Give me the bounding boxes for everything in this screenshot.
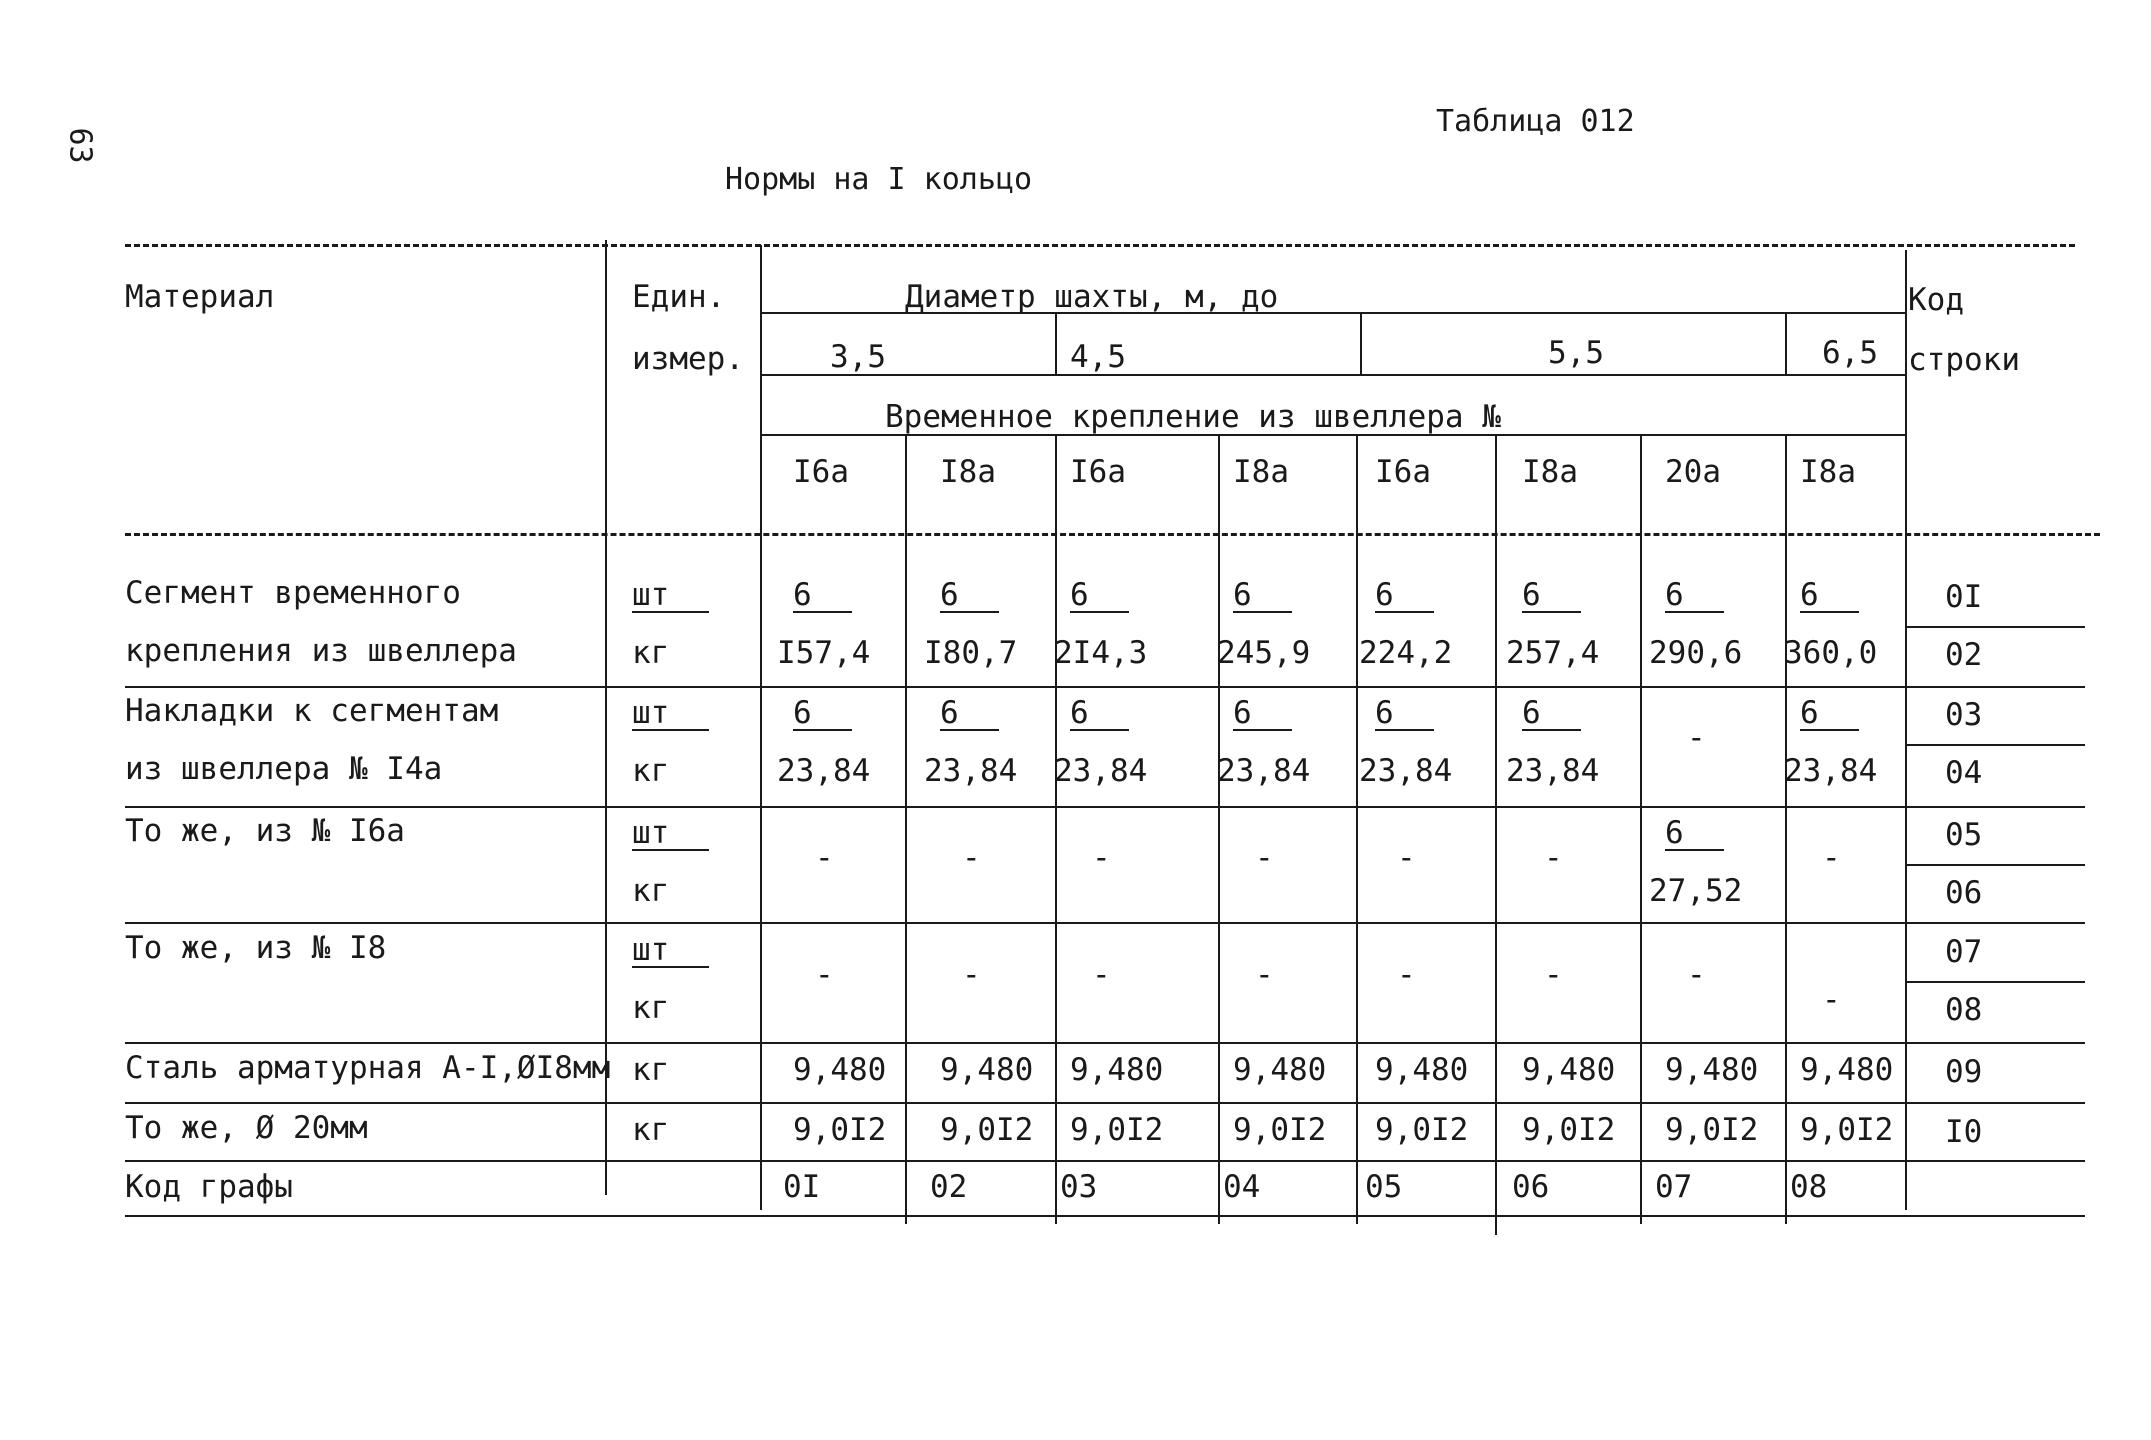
row-code-1: 05 [1945, 817, 1983, 853]
cell-value: 9,480 [1070, 1052, 1164, 1088]
row-name-line2: крепления из швеллера [125, 633, 517, 669]
cell-value: 23,84 [1217, 753, 1311, 789]
row-unit-1: шт [632, 818, 709, 851]
channel-divider [1785, 434, 1787, 1224]
row-unit-1: шт [632, 935, 709, 968]
header-material: Материал [125, 279, 275, 315]
header-bottom-rule [125, 533, 2100, 536]
row-unit-2: кг [632, 873, 670, 909]
header-d45: 4,5 [1070, 339, 1126, 375]
cell-value: 224,2 [1359, 635, 1453, 671]
cell-value: 9,0I2 [793, 1112, 887, 1148]
cell-value: 9,480 [940, 1052, 1034, 1088]
row-unit-1: шт [632, 698, 709, 731]
cell-value: 360,0 [1784, 635, 1878, 671]
header-d65: 6,5 [1822, 335, 1878, 371]
row-name-line1: То же, из № I8 [125, 930, 387, 966]
cell-value: 6 [1233, 698, 1292, 731]
row-code-2: 06 [1945, 875, 1983, 911]
cell-value: - [1397, 840, 1416, 876]
footer-label: Код графы [125, 1169, 293, 1205]
header-code-2: строки [1908, 342, 2020, 378]
channel-header: I8a [1800, 454, 1856, 490]
row-code-2: 08 [1945, 992, 1983, 1028]
cell-value: I57,4 [777, 635, 871, 671]
row-code-1: 03 [1945, 697, 1983, 733]
cell-value: 6 [940, 698, 999, 731]
cell-value: 6 [1375, 580, 1434, 613]
cell-value: - [1822, 982, 1841, 1018]
diameter-divider-45 [1055, 312, 1057, 374]
header-code-1: Код [1908, 282, 1964, 318]
cell-value: 9,480 [1665, 1052, 1759, 1088]
cell-value: - [815, 840, 834, 876]
column-code: 04 [1223, 1169, 1261, 1205]
row-unit-2: кг [632, 753, 670, 789]
cell-value: 9,480 [1375, 1052, 1469, 1088]
cell-value: 6 [1522, 698, 1581, 731]
diameter-divider-55 [1360, 312, 1362, 374]
cell-value: 23,84 [1784, 753, 1878, 789]
channel-header: I6a [1375, 454, 1431, 490]
channel-divider [1356, 434, 1358, 1224]
cell-value: - [962, 957, 981, 993]
cell-value: - [1687, 720, 1706, 756]
column-code: 06 [1512, 1169, 1550, 1205]
diameter-values-rule [760, 374, 1905, 376]
channel-header: I6a [1070, 454, 1126, 490]
column-code: 08 [1790, 1169, 1828, 1205]
row-name-line1: То же, из № I6a [125, 813, 405, 849]
cell-value: 23,84 [1054, 753, 1148, 789]
column-code: 05 [1365, 1169, 1403, 1205]
cell-value: 9,480 [793, 1052, 887, 1088]
row-name-line1: Сталь арматурная А-I,ØI8мм [125, 1050, 611, 1086]
header-d35: 3,5 [830, 339, 886, 375]
page-number: 63 [62, 127, 98, 164]
cell-value: 6 [1665, 818, 1724, 851]
row-name-line2: из швеллера № I4a [125, 751, 443, 787]
col-divider-unit [760, 245, 762, 1210]
cell-value: 6 [793, 698, 852, 731]
cell-value: - [1255, 840, 1274, 876]
header-fastening: Временное крепление из швеллера № [885, 399, 1501, 435]
cell-value: - [962, 840, 981, 876]
cell-value: 23,84 [1506, 753, 1600, 789]
row-code-1: I0 [1945, 1114, 1983, 1150]
channel-header: I8a [940, 454, 996, 490]
row-code-1: 09 [1945, 1054, 1983, 1090]
header-unit-1: Един. [632, 279, 726, 315]
cell-value: - [1397, 957, 1416, 993]
cell-value: 9,0I2 [1070, 1112, 1164, 1148]
cell-value: 6 [1233, 580, 1292, 613]
channel-divider [1640, 434, 1642, 1224]
row-code-2: 02 [1945, 637, 1983, 673]
cell-value: 6 [1665, 580, 1724, 613]
channel-divider [1218, 434, 1220, 1224]
table-bottom-rule [125, 1215, 2085, 1217]
cell-value: 9,0I2 [1800, 1112, 1894, 1148]
column-code: 03 [1060, 1169, 1098, 1205]
channel-divider [905, 434, 907, 1224]
cell-value: 290,6 [1649, 635, 1743, 671]
cell-value: 23,84 [777, 753, 871, 789]
row-code-1: 07 [1945, 934, 1983, 970]
row-rule [125, 1160, 2085, 1162]
cell-value: - [1822, 840, 1841, 876]
row-rule [125, 922, 2085, 924]
cell-value: 6 [1800, 698, 1859, 731]
cell-value: 9,480 [1800, 1052, 1894, 1088]
cell-value: 23,84 [1359, 753, 1453, 789]
cell-value: - [1092, 840, 1111, 876]
tail-tick [1495, 1215, 1497, 1235]
cell-value: 9,0I2 [1522, 1112, 1616, 1148]
code-rule [1905, 626, 2085, 628]
row-unit-1: кг [632, 1052, 670, 1088]
row-rule [125, 686, 2085, 688]
cell-value: I80,7 [924, 635, 1018, 671]
cell-value: - [1092, 957, 1111, 993]
cell-value: - [815, 957, 834, 993]
table-label: Таблица 012 [1436, 104, 1635, 139]
cell-value: - [1255, 957, 1274, 993]
cell-value: 6 [793, 580, 852, 613]
cell-value: 6 [1070, 698, 1129, 731]
cell-value: - [1544, 957, 1563, 993]
cell-value: 9,0I2 [1233, 1112, 1327, 1148]
code-rule [1905, 744, 2085, 746]
cell-value: 6 [1070, 580, 1129, 613]
row-rule [125, 806, 2085, 808]
channel-header: I8a [1522, 454, 1578, 490]
table-subtitle: Нормы на I кольцо [725, 162, 1033, 197]
header-top-rule [125, 244, 2075, 247]
cell-value: 27,52 [1649, 873, 1743, 909]
row-name-line1: То же, Ø 20мм [125, 1110, 368, 1146]
cell-value: 2I4,3 [1054, 635, 1148, 671]
row-unit-1: кг [632, 1112, 670, 1148]
row-code-1: 0I [1945, 579, 1983, 615]
header-diameter: Диаметр шахты, м, до [905, 279, 1279, 315]
channel-header: I6a [793, 454, 849, 490]
cell-value: 6 [1800, 580, 1859, 613]
row-unit-2: кг [632, 635, 670, 671]
channel-divider [1055, 434, 1057, 1224]
cell-value: - [1687, 957, 1706, 993]
row-unit-2: кг [632, 990, 670, 1026]
column-code: 0I [783, 1169, 821, 1205]
code-rule [1905, 981, 2085, 983]
channel-header: I8a [1233, 454, 1289, 490]
channel-divider [1495, 434, 1497, 1224]
row-name-line1: Сегмент временного [125, 575, 461, 611]
row-rule [125, 1102, 2085, 1104]
diameter-divider-65 [1785, 312, 1787, 374]
cell-value: 9,0I2 [940, 1112, 1034, 1148]
header-unit-2: измер. [632, 341, 744, 377]
cell-value: 9,480 [1233, 1052, 1327, 1088]
channel-header: 20a [1665, 454, 1721, 490]
cell-value: 23,84 [924, 753, 1018, 789]
row-name-line1: Накладки к сегментам [125, 693, 499, 729]
column-code: 02 [930, 1169, 968, 1205]
header-d55: 5,5 [1548, 335, 1604, 371]
cell-value: - [1544, 840, 1563, 876]
cell-value: 9,480 [1522, 1052, 1616, 1088]
cell-value: 6 [940, 580, 999, 613]
row-code-2: 04 [1945, 755, 1983, 791]
cell-value: 6 [1375, 698, 1434, 731]
cell-value: 245,9 [1217, 635, 1311, 671]
code-rule [1905, 864, 2085, 866]
row-rule [125, 1042, 2085, 1044]
cell-value: 9,0I2 [1375, 1112, 1469, 1148]
row-unit-1: шт [632, 580, 709, 613]
column-code: 07 [1655, 1169, 1693, 1205]
cell-value: 6 [1522, 580, 1581, 613]
col-divider-code [1905, 250, 1907, 1210]
cell-value: 9,0I2 [1665, 1112, 1759, 1148]
cell-value: 257,4 [1506, 635, 1600, 671]
